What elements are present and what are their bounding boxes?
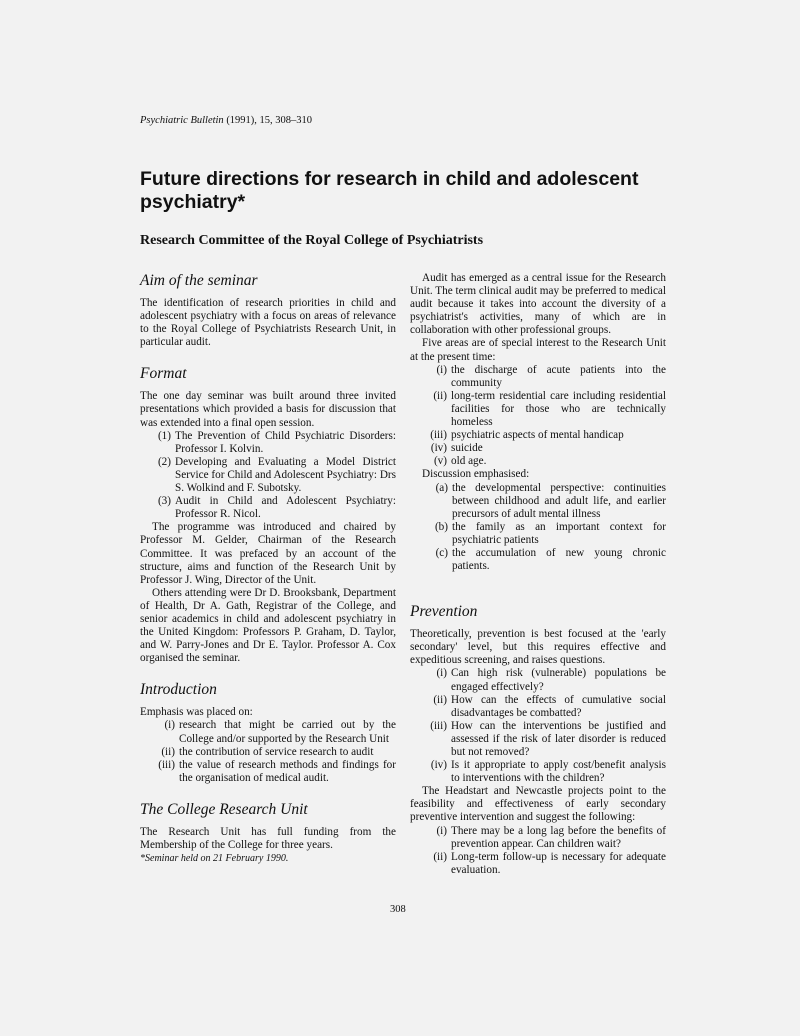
heading-introduction: Introduction (140, 681, 217, 699)
introduction-intro: Emphasis was placed on: (140, 706, 253, 719)
list-item: (ii) long-term residential care including residential facilities for those who are technically homeless (433, 389, 666, 429)
list-item: (iii) How can the interventions be justified and assessed if the risk of later disorder is reduced but not removed? (430, 719, 666, 758)
footnote: *Seminar held on 21 February 1990. (140, 853, 289, 865)
list-item: (3) Audit in Child and Adolescent Psychiatry: Professor R. Nicol. (157, 495, 396, 521)
list-item: (c) the accumulation of new young chronic patients. (435, 546, 666, 573)
list-item: (i) Can high risk (vulnerable) populations be engaged effectively? (436, 667, 666, 693)
discussion-list (410, 482, 666, 574)
heading-prevention: Prevention (410, 603, 478, 621)
discussion-intro: Discussion emphasised: (422, 468, 530, 481)
list-item: (i) research that might be carried out by the College and/or supported by the Research Unit (164, 719, 396, 745)
journal-name: Psychiatric Bulletin (140, 115, 224, 126)
list-item: (2) Developing and Evaluating a Model District Service for Child and Adolescent Psychiatry: Drs S. Wolkind and F. Subotsky. (157, 455, 396, 495)
citation-details: (1991), 15, 308–310 (226, 115, 313, 126)
list-item: (ii) Long-term follow-up is necessary for adequate evaluation. (433, 850, 666, 876)
prevention-paragraph-2: The Headstart and Newcastle projects point to the feasibility and effectiveness of early secondary preventive intervention and suggest the following: (410, 785, 666, 824)
list-item: (v) old age. (433, 455, 487, 468)
list-item: (iv) Is it appropriate to apply cost/benefit analysis to interventions with the children? (430, 759, 666, 785)
heading-research-unit: The College Research Unit (140, 800, 308, 818)
list-item: (a) the developmental perspective: continuities between childhood and adult life, and earlier precursors of adult mental illness (435, 481, 666, 520)
format-intro: The one day seminar was built around three invited presentations which provided a basis for discussion that was extended into a final open session. (140, 390, 396, 429)
list-item: (iii) the value of research methods and findings for the organisation of medical audit. (158, 758, 396, 784)
format-paragraph-2: The programme was introduced and chaired by Professor M. Gelder, Chairman of the Research Committee. It was prefaced by an account of the structure, aims and function of the Research Unit by Professor J. Wing, Director of the Unit. (140, 521, 396, 586)
article-title: Future directions for research in child and adolescent psychiatry* (140, 168, 639, 213)
audit-areas-list (410, 364, 666, 469)
research-unit-text: The Research Unit has full funding from the Membership of the College for three years. (140, 825, 396, 851)
heading-format: Format (140, 365, 187, 383)
audit-paragraph-1: Audit has emerged as a central issue for the Research Unit. The term clinical audit may be preferred to medical audit because it takes into account the diversity of a psychiatrist's activities, many of which are in collaboration with other professional groups. (410, 272, 666, 337)
list-item: (iii) psychiatric aspects of mental handicap (430, 429, 624, 442)
format-list (140, 430, 396, 522)
article-author: Research Committee of the Royal College of Psychiatrists (140, 233, 484, 248)
list-item: (ii) How can the effects of cumulative social disadvantages be combatted? (433, 693, 666, 719)
introduction-list (140, 719, 396, 784)
list-item: (ii) the contribution of service research to audit (161, 745, 374, 758)
page-number: 308 (390, 904, 406, 915)
list-item: (1) The Prevention of Child Psychiatric Disorders: Professor I. Kolvin. (157, 429, 396, 455)
list-item: (i) There may be a long lag before the benefits of prevention appear. Can children wait? (436, 824, 666, 850)
aim-text: The identification of research priorities in child and adolescent psychiatry with a focus on areas of relevance to the Royal College of Psychiatrists Research Unit, in particular audit. (140, 297, 396, 349)
prevention-intro: Theoretically, prevention is best focused at the 'early secondary' level, but this requires effective and expeditious screening, and raises questions. (410, 628, 666, 667)
list-item: (iv) suicide (430, 442, 483, 455)
heading-aim: Aim of the seminar (140, 272, 258, 289)
left-column (140, 272, 396, 865)
journal-citation (140, 115, 312, 126)
format-paragraph-3: Others attending were Dr D. Brooksbank, Department of Health, Dr A. Gath, Registrar of the College, and senior academics in child and adolescent psychiatry in the United Kingdom: Professors P. Graham, D. Taylor, and W. Parry-Jones and Dr E. Taylor. Professor A. Cox organised the seminar. (140, 586, 396, 665)
audit-paragraph-2: Five areas are of special interest to the Research Unit at the present time: (410, 337, 666, 363)
prevention-questions-list (410, 667, 666, 785)
list-item: (i) the discharge of acute patients into the community (436, 363, 666, 389)
list-item: (b) the family as an important context for psychiatric patients (434, 520, 666, 546)
prevention-points-list (410, 825, 666, 877)
right-column (410, 272, 666, 877)
